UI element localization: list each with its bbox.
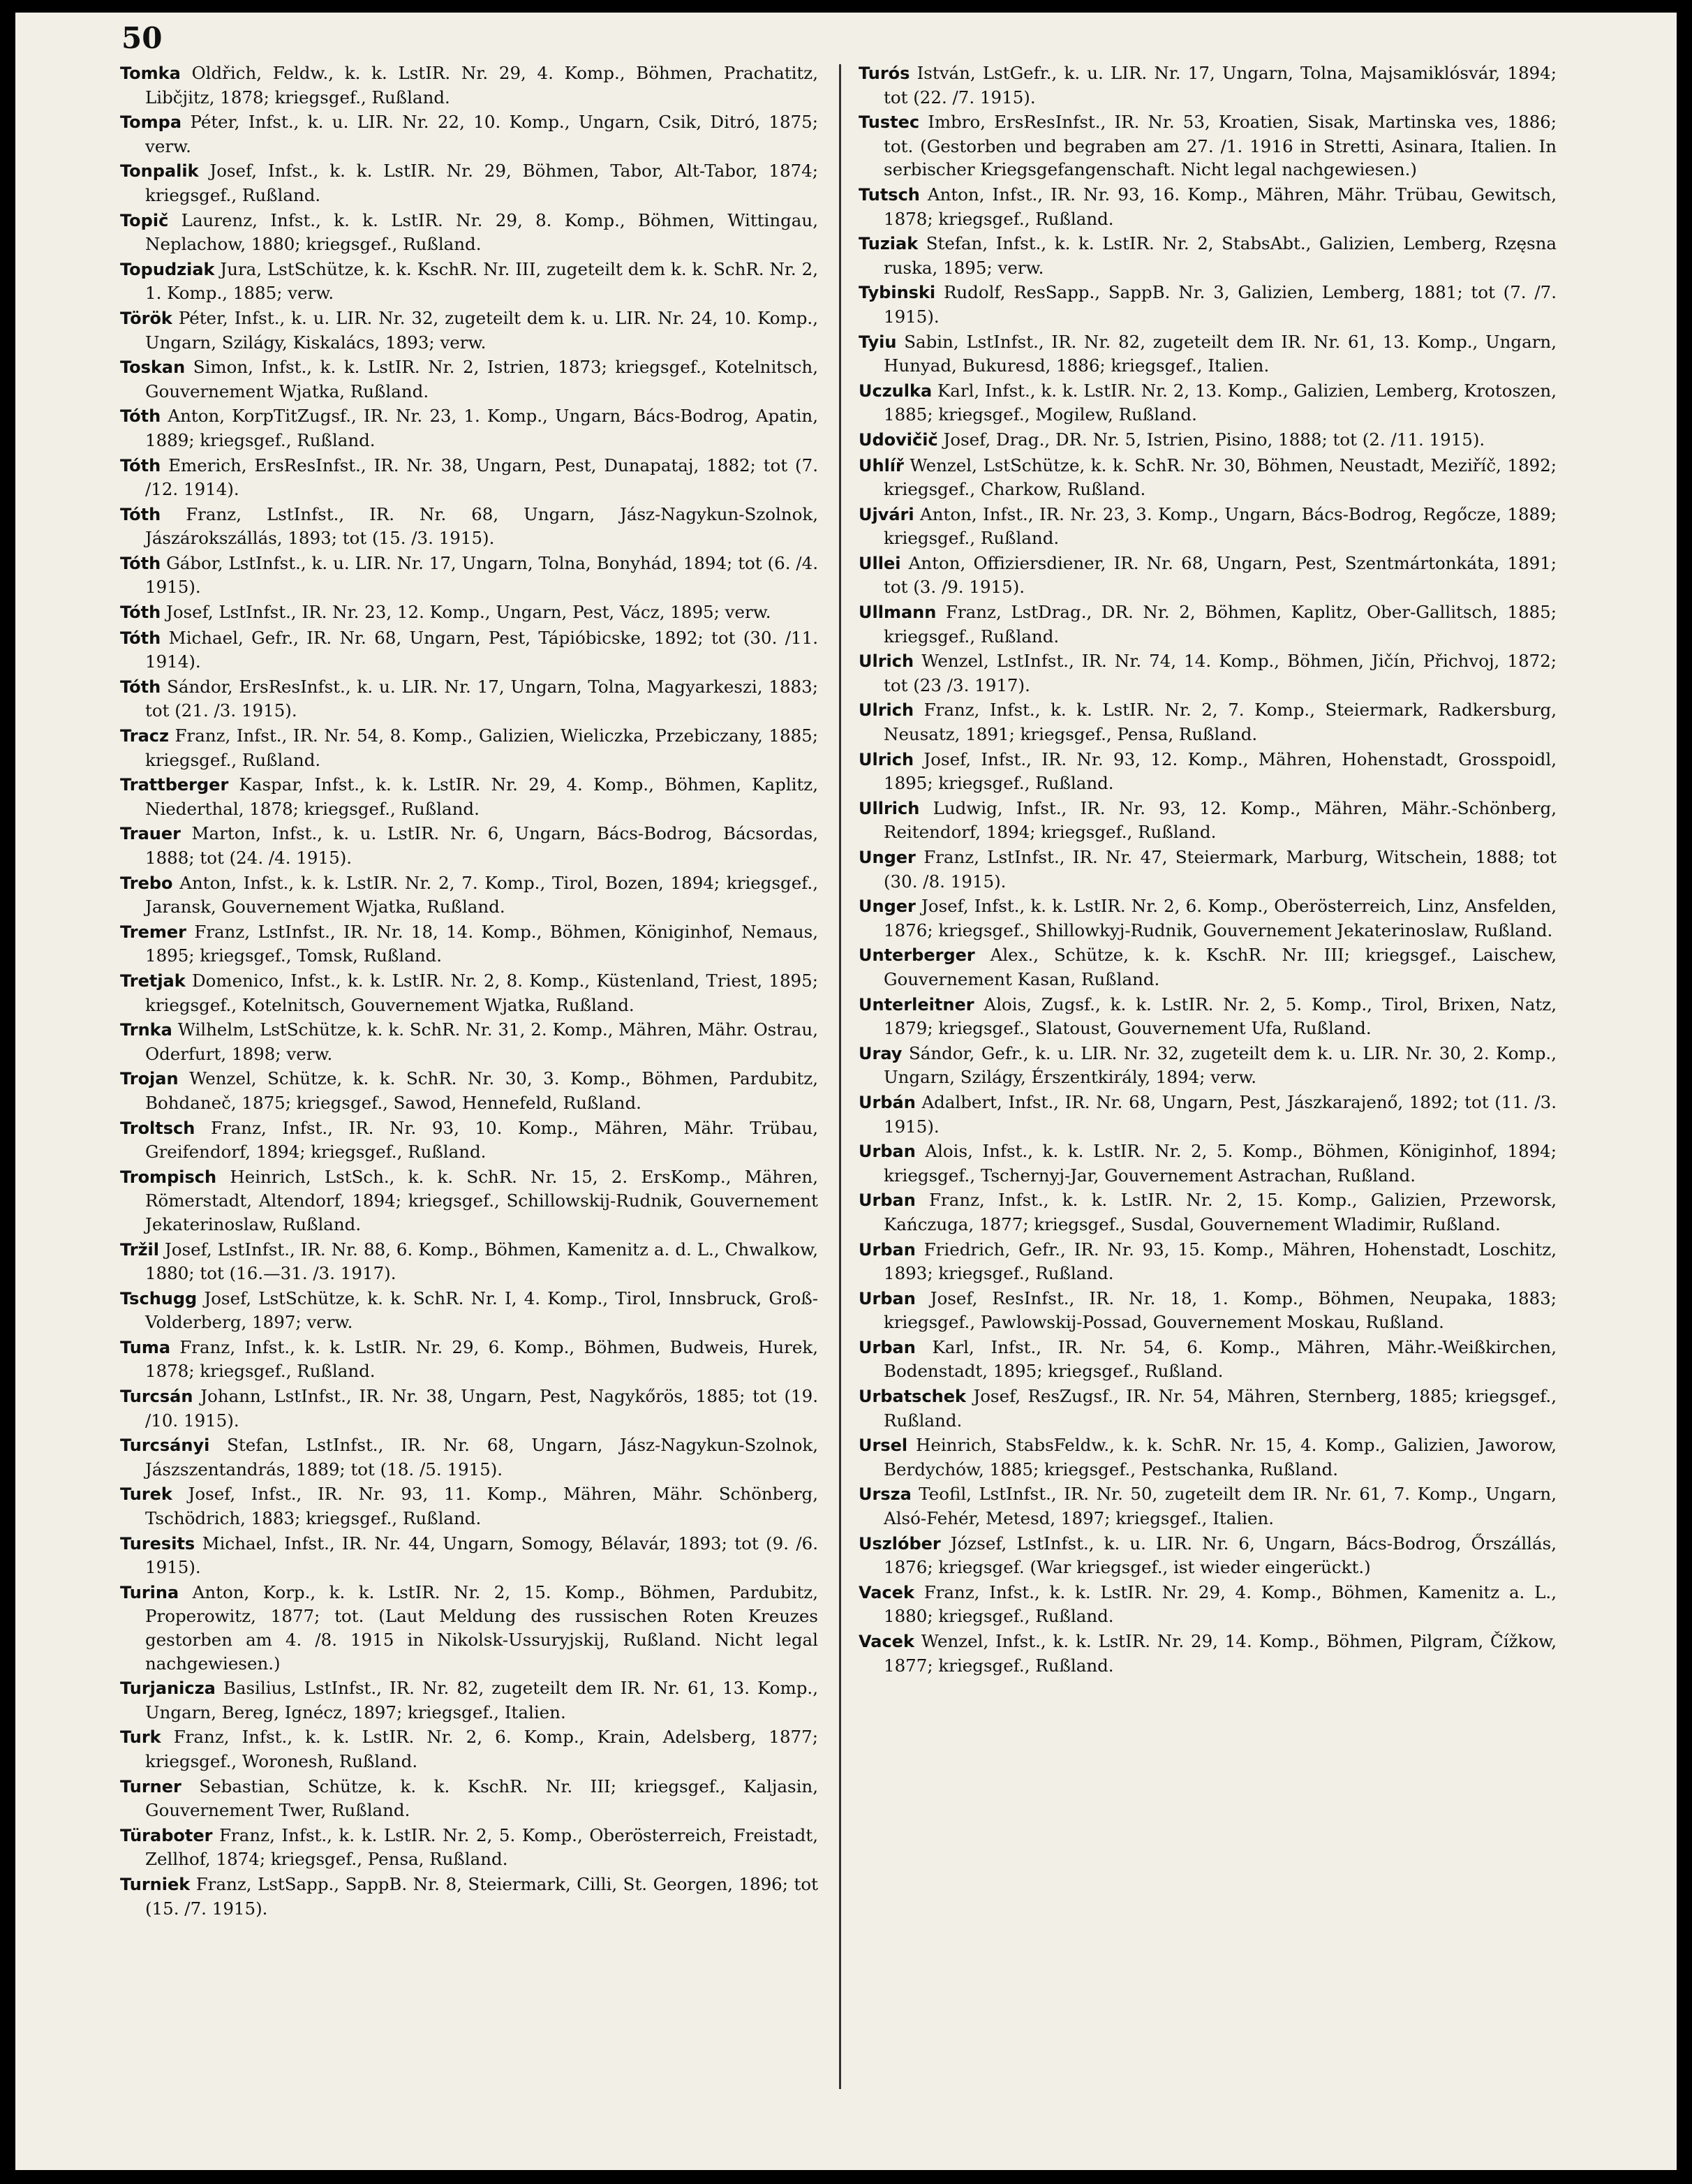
entry-details: Basilius, LstInfst., IR. Nr. 82, zugeteilt dem IR. Nr. 61, 13. Komp., Ungarn, Bereg, Ignécz, 1897; kriegsgef., Italien.	[145, 1678, 818, 1722]
entry-details: Sándor, Gefr., k. u. LIR. Nr. 32, zugeteilt dem k. u. LIR. Nr. 30, 2. Komp., Ungarn, Szilágy, Érszentkirály, 1894; verw.	[884, 1042, 1557, 1088]
register-entry	[120, 1433, 818, 1481]
register-entry	[120, 871, 818, 919]
entry-details: Josef, ResInfst., IR. Nr. 18, 1. Komp., Böhmen, Neupaka, 1883; kriegsgef., Pawlowskij-Possad, Gouvernement Moskau, Rußland.	[884, 1287, 1557, 1333]
entry-details: Anton, Infst., IR. Nr. 93, 16. Komp., Mähren, Mähr. Trübau, Gewitsch, 1878; kriegsgef., Rußland.	[884, 184, 1557, 229]
entry-details: Alex., Schütze, k. k. KschR. Nr. III; kriegsgef., Laischew, Gouvernement Kasan, Rußland.	[884, 945, 1557, 989]
entry-details: Johann, LstInfst., IR. Nr. 38, Ungarn, Pest, Nagykőrös, 1885; tot (19. /10. 1915).	[145, 1386, 818, 1431]
entry-details: Josef, Drag., DR. Nr. 5, Istrien, Pisino, 1888; tot (2. /11. 1915).	[943, 429, 1485, 450]
register-entry	[120, 626, 818, 674]
register-entry	[120, 1067, 818, 1114]
register-entry	[859, 1433, 1557, 1481]
entry-details: Michael, Gefr., IR. Nr. 68, Ungarn, Pest, Tápióbicske, 1892; tot (30. /11. 1914).	[145, 627, 818, 672]
entry-details: Michael, Infst., IR. Nr. 44, Ungarn, Somogy, Bélavár, 1893; tot (9. /6. 1915).	[145, 1533, 818, 1578]
entry-details: Josef, LstInfst., IR. Nr. 23, 12. Komp., Ungarn, Pest, Vácz, 1895; verw.	[166, 602, 771, 623]
register-entry	[120, 355, 818, 403]
entry-details: Sabin, LstInfst., IR. Nr. 82, zugeteilt dem IR. Nr. 61, 13. Komp., Ungarn, Hunyad, Bukuresd, 1886; kriegsgef., Italien.	[884, 331, 1557, 376]
entry-details: Adalbert, Infst., IR. Nr. 68, Ungarn, Pest, Jászkarajenő, 1892; tot (11. /3. 1915).	[884, 1091, 1557, 1137]
entry-surname: Turós	[859, 64, 910, 83]
entry-surname: Tustec	[859, 112, 920, 133]
register-entry	[859, 330, 1557, 378]
register-entry	[120, 404, 818, 452]
entry-surname: Tomka	[120, 64, 181, 83]
entry-details: Wilhelm, LstSchütze, k. k. SchR. Nr. 31, 2. Komp., Mähren, Mähr. Ostrau, Oderfurt, 1898; verw.	[145, 1019, 818, 1064]
register-entry	[859, 1188, 1557, 1236]
register-entry	[120, 1725, 818, 1773]
entry-details: Gábor, LstInfst., k. u. LIR. Nr. 17, Ungarn, Tolna, Bonyhád, 1894; tot (6. /4. 1915).	[145, 552, 818, 598]
entry-details: Josef, LstInfst., IR. Nr. 88, 6. Komp., Böhmen, Kamenitz a. d. L., Chwalkow, 1880; tot (16.—31. /3. 1917).	[145, 1239, 819, 1284]
entry-surname: Ullrich	[859, 798, 920, 818]
left-column	[120, 61, 818, 1921]
entry-details: Friedrich, Gefr., IR. Nr. 93, 15. Komp., Mähren, Hohenstadt, Loschitz, 1893; kriegsgef., Rußland.	[884, 1239, 1557, 1284]
entry-details: Rudolf, ResSapp., SappB. Nr. 3, Galizien, Lemberg, 1881; tot (7. /7. 1915).	[884, 282, 1557, 327]
entry-details: Josef, Infst., k. k. LstIR. Nr. 2, 6. Komp., Oberösterreich, Linz, Ansfelden, 1876; kriegsgef., Shillowkyj-Rudnik, Gouvernement Jekaterinoslaw, Rußland.	[884, 896, 1557, 940]
register-entry	[120, 307, 818, 354]
entry-surname: Turcsán	[120, 1387, 193, 1407]
entry-surname: Urban	[859, 1239, 916, 1260]
entry-surname: Trauer	[120, 824, 181, 844]
entry-surname: Ursza	[859, 1484, 912, 1505]
entry-surname: Ullmann	[859, 603, 937, 623]
register-entry	[120, 454, 818, 501]
register-entry	[120, 159, 818, 207]
entry-surname: Turina	[120, 1582, 179, 1602]
register-entry	[859, 797, 1557, 844]
entry-surname: Tretjak	[120, 971, 186, 991]
register-entry	[120, 1581, 818, 1675]
register-entry	[859, 110, 1557, 182]
register-entry	[859, 183, 1557, 230]
entry-surname: Tremer	[120, 922, 186, 942]
entry-details: Franz, Infst., k. k. LstIR. Nr. 2, 7. Komp., Steiermark, Radkersburg, Neusatz, 1891; kriegsgef., Pensa, Rußland.	[884, 700, 1557, 745]
register-entry	[859, 503, 1557, 550]
entry-details: Franz, LstSapp., SappB. Nr. 8, Steiermark, Cilli, St. Georgen, 1896; tot (15. /7. 1915).	[145, 1873, 818, 1919]
entry-details: Sebastian, Schütze, k. k. KschR. Nr. III; kriegsgef., Kaljasin, Gouvernement Twer, Rußland.	[145, 1776, 818, 1821]
entry-surname: Troltsch	[120, 1118, 195, 1138]
entry-details: Alois, Zugsf., k. k. LstIR. Nr. 2, 5. Komp., Tirol, Brixen, Natz, 1879; kriegsgef., Slatoust, Gouvernement Ufa, Rußland.	[884, 994, 1557, 1039]
entry-surname: Tutsch	[859, 184, 920, 205]
register-entry	[120, 1676, 818, 1724]
register-entry	[859, 1139, 1557, 1187]
register-entry	[859, 1091, 1557, 1138]
entry-details: Heinrich, LstSch., k. k. SchR. Nr. 15, 2. ErsKomp., Mähren, Römerstadt, Altendorf, 1894; kriegsgef., Schillowskij-Rudnik, Gouvernement Jekaterinoslaw, Rußland.	[145, 1166, 818, 1234]
entry-details: Heinrich, StabsFeldw., k. k. SchR. Nr. 15, 4. Komp., Galizien, Jaworow, Berdychów, 1885; kriegsgef., Pestschanka, Rußland.	[884, 1435, 1557, 1480]
entry-surname: Tóth	[120, 455, 161, 475]
entry-surname: Tržil	[120, 1239, 159, 1260]
register-entry	[120, 1532, 818, 1579]
register-entry	[859, 1630, 1557, 1677]
entry-surname: Uczulka	[859, 381, 933, 401]
register-entry	[859, 1287, 1557, 1334]
entry-details: Anton, Offiziersdiener, IR. Nr. 68, Ungarn, Pest, Szentmártonkáta, 1891; tot (3. /9. 1915).	[884, 552, 1557, 598]
register-entry	[859, 943, 1557, 991]
entry-surname: Tóth	[120, 504, 161, 524]
entry-details: Josef, Infst., IR. Nr. 93, 11. Komp., Mähren, Mähr. Schönberg, Tschödrich, 1883; kriegsgef., Rußland.	[145, 1484, 818, 1529]
register-entry	[859, 846, 1557, 893]
register-entry	[120, 503, 818, 550]
register-entry	[120, 552, 818, 599]
entry-details: Franz, LstInfst., IR. Nr. 18, 14. Komp., Böhmen, Königinhof, Nemaus, 1895; kriegsgef., Tomsk, Rußland.	[145, 921, 818, 966]
entry-details: Franz, LstInfst., IR. Nr. 47, Steiermark, Marburg, Witschein, 1888; tot (30. /8. 1915).	[884, 847, 1557, 892]
entry-details: Teofil, LstInfst., IR. Nr. 50, zugeteilt dem IR. Nr. 61, 7. Komp., Ungarn, Alsó-Fehér, Metesd, 1897; kriegsgef., Italien.	[884, 1484, 1557, 1529]
register-entry	[859, 1532, 1557, 1579]
register-entry	[859, 748, 1557, 795]
register-entry	[859, 649, 1557, 697]
entry-surname: Tóth	[120, 603, 161, 623]
register-entry	[120, 1116, 818, 1164]
page-number: 50	[121, 21, 163, 55]
entry-surname: Turner	[120, 1776, 181, 1796]
register-entry	[859, 379, 1557, 427]
entry-details: Franz, Infst., k. k. LstIR. Nr. 29, 4. Komp., Böhmen, Kamenitz a. L., 1880; kriegsgef., Rußland.	[884, 1581, 1557, 1627]
entry-details: Josef, ResZugsf., IR. Nr. 54, Mähren, Sternberg, 1885; kriegsgef., Rußland.	[884, 1386, 1557, 1431]
entry-details: Anton, Infst., IR. Nr. 23, 3. Komp., Ungarn, Bács-Bodrog, Regőcze, 1889; kriegsgef., Rußland.	[884, 503, 1557, 549]
entry-surname: Ujvári	[859, 504, 914, 524]
entry-details: József, LstInfst., k. u. LIR. Nr. 6, Ungarn, Bács-Bodrog, Őrszállás, 1876; kriegsgef. (War kriegsgef., ist wieder eingerückt.)	[884, 1533, 1557, 1578]
entry-surname: Unger	[859, 897, 916, 917]
register-entry	[120, 61, 818, 109]
entry-details: Franz, LstInfst., IR. Nr. 68, Ungarn, Jász-Nagykun-Szolnok, Jászárokszállás, 1893; tot (15. /3. 1915).	[145, 503, 818, 549]
right-column	[859, 61, 1557, 1678]
register-entry	[120, 920, 818, 968]
register-entry	[120, 258, 818, 305]
register-entry	[859, 61, 1557, 109]
entry-surname: Tyiu	[859, 332, 897, 352]
entry-surname: Urbatschek	[859, 1387, 967, 1407]
register-entry	[120, 600, 818, 625]
entry-details: István, LstGefr., k. u. LIR. Nr. 17, Ungarn, Tolna, Majsamiklósvár, 1894; tot (22. /7. 1915).	[884, 63, 1557, 108]
register-entry	[120, 1287, 818, 1334]
register-entry	[120, 1238, 818, 1285]
entry-surname: Unterleitner	[859, 994, 974, 1014]
entry-details: Josef, LstSchütze, k. k. SchR. Nr. I, 4. Komp., Tirol, Innsbruck, Groß-Volderberg, 1897; verw.	[145, 1287, 818, 1333]
entry-surname: Tóth	[120, 677, 161, 697]
entry-details: Ludwig, Infst., IR. Nr. 93, 12. Komp., Mähren, Mähr.-Schönberg, Reitendorf, 1894; kriegsgef., Rußland.	[884, 797, 1557, 843]
register-entry	[120, 773, 818, 820]
entry-surname: Urbán	[859, 1092, 916, 1112]
entry-surname: Vacek	[859, 1582, 914, 1602]
entry-surname: Trompisch	[120, 1167, 217, 1187]
entry-surname: Tracz	[120, 726, 169, 746]
entry-details: Josef, Infst., IR. Nr. 93, 12. Komp., Mähren, Hohenstadt, Grosspoidl, 1895; kriegsgef., Rußland.	[884, 748, 1557, 794]
entry-details: Wenzel, Infst., k. k. LstIR. Nr. 29, 14. Komp., Böhmen, Pilgram, Čížkow, 1877; kriegsgef., Rußland.	[884, 1631, 1557, 1676]
entry-details: Alois, Infst., k. k. LstIR. Nr. 2, 5. Komp., Böhmen, Königinhof, 1894; kriegsgef., Tschernyj-Jar, Gouvernement Astrachan, Rußland.	[884, 1141, 1557, 1186]
entry-surname: Tóth	[120, 406, 161, 427]
entry-surname: Turesits	[120, 1533, 195, 1554]
entry-details: Oldřich, Feldw., k. k. LstIR. Nr. 29, 4. Komp., Böhmen, Prachatitz, Libčjitz, 1878; kriegsgef., Rußland.	[145, 63, 818, 108]
entry-surname: Urban	[859, 1288, 916, 1308]
entry-details: Péter, Infst., k. u. LIR. Nr. 32, zugeteilt dem k. u. LIR. Nr. 24, 10. Komp., Ungarn, Szilágy, Kiskalács, 1893; verw.	[145, 307, 818, 353]
entry-surname: Tschugg	[120, 1288, 198, 1308]
entry-details: Laurenz, Infst., k. k. LstIR. Nr. 29, 8. Komp., Böhmen, Wittingau, Neplachow, 1880; kriegsgef., Rußland.	[145, 209, 818, 255]
entry-details: Franz, LstDrag., DR. Nr. 2, Böhmen, Kaplitz, Ober-Gallitsch, 1885; kriegsgef., Rußland.	[884, 602, 1557, 647]
entry-details: Wenzel, Schütze, k. k. SchR. Nr. 30, 3. Komp., Böhmen, Pardubitz, Bohdaneč, 1875; kriegsgef., Sawod, Hennefeld, Rußland.	[145, 1068, 818, 1113]
entry-details: Emerich, ErsResInfst., IR. Nr. 38, Ungarn, Pest, Dunapataj, 1882; tot (7. /12. 1914).	[145, 455, 818, 500]
register-entry	[120, 209, 818, 256]
entry-details: Karl, Infst., k. k. LstIR. Nr. 2, 13. Komp., Galizien, Lemberg, Krotoszen, 1885; kriegsgef., Mogilew, Rußland.	[884, 380, 1557, 425]
entry-surname: Unger	[859, 848, 916, 867]
entry-surname: Turjanicza	[120, 1678, 216, 1699]
register-entry	[120, 110, 818, 158]
entry-surname: Tuziak	[859, 234, 919, 254]
entry-surname: Turk	[120, 1727, 161, 1748]
entry-surname: Türaboter	[120, 1825, 213, 1845]
entry-surname: Tonpalik	[120, 161, 199, 182]
register-entry	[859, 1336, 1557, 1383]
entry-surname: Uszlóber	[859, 1533, 941, 1554]
entry-details: Marton, Infst., k. u. LstIR. Nr. 6, Ungarn, Bács-Bodrog, Bácsordas, 1888; tot (24. /4. 1915).	[145, 823, 818, 868]
entry-surname: Turcsányi	[120, 1436, 210, 1456]
register-entry	[859, 1385, 1557, 1432]
entry-surname: Toskan	[120, 357, 186, 378]
register-entry	[859, 1581, 1557, 1628]
register-entry	[120, 1824, 818, 1871]
register-entry	[859, 454, 1557, 501]
entry-surname: Tóth	[120, 628, 161, 648]
entry-surname: Uray	[859, 1043, 903, 1063]
entry-surname: Urban	[859, 1190, 916, 1211]
register-entry	[859, 1238, 1557, 1285]
entry-details: Anton, Korp., k. k. LstIR. Nr. 2, 15. Komp., Böhmen, Pardubitz, Properowitz, 1877; tot. (Laut Meldung des russischen Roten Kreuzes gestorben am 4. /8. 1915 in Nikolsk-Ussuryjskij, Rußland. Nicht legal nachgewiesen.)	[145, 1581, 818, 1674]
entry-details: Anton, KorpTitZugsf., IR. Nr. 23, 1. Komp., Ungarn, Bács-Bodrog, Apatin, 1889; kriegsgef., Rußland.	[145, 406, 818, 450]
register-entry	[120, 1018, 818, 1065]
entry-details: Franz, Infst., k. k. LstIR. Nr. 2, 5. Komp., Oberösterreich, Freistadt, Zellhof, 1874; kriegsgef., Pensa, Rußland.	[145, 1824, 818, 1870]
entry-surname: Vacek	[859, 1632, 914, 1651]
register-entry	[120, 822, 818, 869]
entry-surname: Topudziak	[120, 259, 215, 279]
register-entry	[120, 969, 818, 1017]
entry-surname: Tóth	[120, 553, 161, 573]
register-entry	[120, 1775, 818, 1822]
register-entry	[859, 1042, 1557, 1089]
register-entry	[120, 1336, 818, 1383]
entry-surname: Tuma	[120, 1337, 171, 1357]
register-entry	[859, 281, 1557, 328]
entry-details: Stefan, Infst., k. k. LstIR. Nr. 2, StabsAbt., Galizien, Lemberg, Rzęsna ruska, 1895; verw.	[884, 233, 1557, 278]
entry-surname: Turek	[120, 1484, 172, 1505]
entry-details: Anton, Infst., k. k. LstIR. Nr. 2, 7. Komp., Tirol, Bozen, 1894; kriegsgef., Jaransk, Gouvernement Wjatka, Rußland.	[145, 872, 818, 917]
entry-details: Franz, Infst., IR. Nr. 54, 8. Komp., Galizien, Wieliczka, Przebiczany, 1885; kriegsgef., Rußland.	[145, 725, 818, 770]
entry-surname: Urban	[859, 1142, 916, 1162]
entry-details: Josef, Infst., k. k. LstIR. Nr. 29, Böhmen, Tabor, Alt-Tabor, 1874; kriegsgef., Rußland.	[145, 161, 818, 205]
entry-details: Wenzel, LstInfst., IR. Nr. 74, 14. Komp., Böhmen, Jičín, Přichvoj, 1872; tot (23 /3. 1917).	[884, 651, 1557, 695]
entry-surname: Ulrich	[859, 651, 914, 672]
entry-details: Franz, Infst., k. k. LstIR. Nr. 29, 6. Komp., Böhmen, Budweis, Hurek, 1878; kriegsgef., Rußland.	[145, 1336, 818, 1382]
register-entry	[859, 993, 1557, 1040]
register-entry	[859, 1482, 1557, 1530]
entry-surname: Trattberger	[120, 775, 229, 795]
column-divider	[839, 64, 841, 2089]
entry-details: Franz, Infst., IR. Nr. 93, 10. Komp., Mähren, Mähr. Trübau, Greifendorf, 1894; kriegsgef., Rußland.	[145, 1117, 819, 1163]
entry-details: Domenico, Infst., k. k. LstIR. Nr. 2, 8. Komp., Küstenland, Triest, 1895; kriegsgef., Kotelnitsch, Gouvernement Wjatka, Rußland.	[145, 970, 818, 1015]
register-entry	[120, 1873, 818, 1920]
register-entry	[859, 428, 1557, 452]
register-entry	[120, 675, 818, 723]
entry-details: Franz, Infst., k. k. LstIR. Nr. 2, 15. Komp., Galizien, Przeworsk, Kańczuga, 1877; kriegsgef., Susdal, Gouvernement Wladimir, Rußland.	[884, 1190, 1557, 1234]
entry-surname: Trojan	[120, 1069, 179, 1089]
register-entry	[859, 552, 1557, 599]
register-entry	[859, 600, 1557, 648]
entry-surname: Unterberger	[859, 945, 975, 966]
register-entry	[120, 724, 818, 772]
register-entry	[120, 1482, 818, 1530]
entry-surname: Turniek	[120, 1874, 191, 1894]
register-entry	[859, 232, 1557, 279]
entry-surname: Udovičič	[859, 429, 938, 450]
register-entry	[120, 1165, 818, 1237]
entry-surname: Tybinski	[859, 283, 936, 303]
entry-surname: Trnka	[120, 1020, 172, 1040]
page	[15, 13, 1677, 2170]
entry-details: Wenzel, LstSchütze, k. k. SchR. Nr. 30, Böhmen, Neustadt, Meziříč, 1892; kriegsgef., Charkow, Rußland.	[884, 455, 1557, 500]
register-entry	[859, 698, 1557, 746]
entry-surname: Ursel	[859, 1436, 908, 1456]
entry-details: Jura, LstSchütze, k. k. KschR. Nr. III, zugeteilt dem k. k. SchR. Nr. 2, 1. Komp., 1885; verw.	[145, 258, 818, 304]
entry-surname: Tompa	[120, 112, 182, 133]
register-entry	[120, 1385, 818, 1432]
entry-details: Karl, Infst., IR. Nr. 54, 6. Komp., Mähren, Mähr.-Weißkirchen, Bodenstadt, 1895; kriegsgef., Rußland.	[884, 1336, 1557, 1382]
register-entry	[859, 894, 1557, 942]
entry-surname: Urban	[859, 1337, 916, 1357]
entry-surname: Ulrich	[859, 749, 914, 769]
entry-details: Simon, Infst., k. k. LstIR. Nr. 2, Istrien, 1873; kriegsgef., Kotelnitsch, Gouvernement Wjatka, Rußland.	[145, 357, 818, 401]
entry-details: Péter, Infst., k. u. LIR. Nr. 22, 10. Komp., Ungarn, Csik, Ditró, 1875; verw.	[145, 112, 818, 156]
entry-details: Sándor, ErsResInfst., k. u. LIR. Nr. 17, Ungarn, Tolna, Magyarkeszi, 1883; tot (21. /3. 1915).	[145, 676, 818, 721]
entry-surname: Ulrich	[859, 700, 914, 721]
entry-details: Stefan, LstInfst., IR. Nr. 68, Ungarn, Jász-Nagykun-Szolnok, Jászszentandrás, 1889; tot (18. /5. 1915).	[145, 1435, 818, 1480]
entry-surname: Trebo	[120, 873, 173, 893]
entry-surname: Uhlíř	[859, 455, 904, 475]
entry-details: Kaspar, Infst., k. k. LstIR. Nr. 29, 4. Komp., Böhmen, Kaplitz, Niederthal, 1878; kriegsgef., Rußland.	[145, 774, 818, 819]
entry-surname: Topič	[120, 210, 169, 230]
entry-surname: Ullei	[859, 553, 901, 573]
entry-details: Imbro, ErsResInfst., IR. Nr. 53, Kroatien, Sisak, Martinska ves, 1886; tot. (Gestorben und begraben am 27. /1. 1916 in Stretti, Asinara, Italien. In serbischer Kriegsgefangenschaft. Nicht legal nachgewiesen.)	[884, 112, 1557, 180]
entry-details: Franz, Infst., k. k. LstIR. Nr. 2, 6. Komp., Krain, Adelsberg, 1877; kriegsgef., Woronesh, Rußland.	[145, 1727, 818, 1771]
entry-surname: Török	[120, 308, 172, 328]
